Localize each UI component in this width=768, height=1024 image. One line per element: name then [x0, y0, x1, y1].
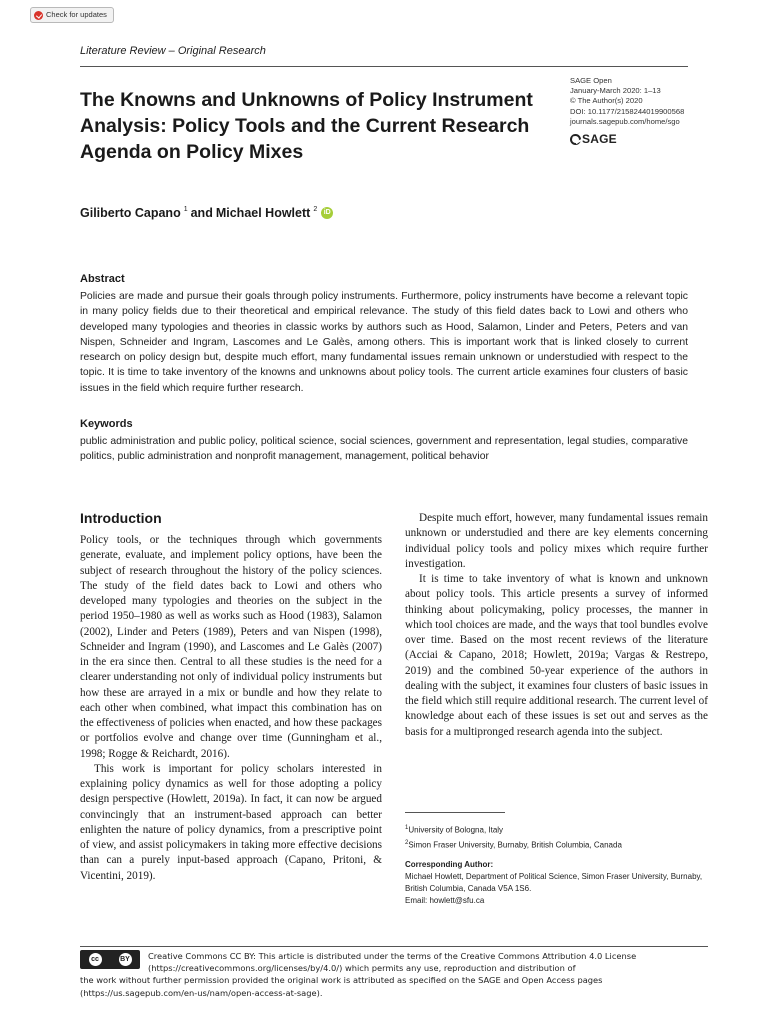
journal-meta [570, 76, 684, 127]
check-updates-icon [34, 11, 43, 20]
author-list [80, 206, 333, 220]
corresponding-author-heading: Corresponding Author: [405, 860, 494, 870]
corresponding-author-email[interactable]: Email: howlett@sfu.ca [405, 896, 485, 906]
keywords-text: public administration and public policy, political science, social sciences, government and representation, legal studies, comparative politics, public administration and nonprofit management, management, political behavior [80, 436, 688, 463]
body-paragraph: This work is important for policy scholars interested in explaining policy dynamics as well for those adopting a policy design perspective (Howlett, 2019a). In fact, it can now be argued convincingly that an instrument-based approach can better enlighten the nature of policy dynamics, from a prescriptive point of view, and assist policymakers in taking more effective decisions than can a purely input-based approach (Capano, Pritoni, & Vicentini, 2019). [80, 762, 382, 882]
affiliation-marker: 2 [313, 206, 318, 213]
body-paragraph: Policy tools, or the techniques through which governments generate, evaluate, and implement policy options, have been the subject of research throughout the history of the policy sciences. The study of the field dates back to Lowi and others who developed many typologies and theories on the subject in the period 1950–1980 as well as works such as Hood (1983), Salamon (2002), Linder and Peters (1989), Peters and van Nispen (1998), Schneider and Ingram (1990), and Lascomes and Le Galès (2007) in the era since then. Central to all these studies is the need for a clearer understanding not only of individual policy instruments but how these are arrayed in a mix or bundle and how they relate to each other when combined, what impact this combination has on the effectiveness of policies when enacted, and how these packages or portfolios evolve and change over time (Gunningham et al., 1998; Rogge & Reichardt, 2016). [80, 534, 382, 760]
body-column-left [80, 533, 382, 884]
check-updates-label: Check for updates [46, 10, 107, 19]
orcid-icon[interactable]: iD [321, 207, 333, 219]
section-label: Literature Review – Original Research [80, 45, 266, 57]
author-name: Giliberto Capano [80, 206, 181, 220]
corresponding-author-address: Michael Howlett, Department of Political Science, Simon Fraser University, Burnaby, British Columbia, Canada V5A 1S6. [405, 872, 703, 894]
sage-swirl-icon [570, 134, 581, 145]
journal-issue: January-March 2020: 1–13 [570, 86, 661, 96]
license-text [80, 950, 680, 999]
license-divider [80, 946, 708, 947]
license-line: the work without further permission provided the original work is attributed as specified on the SAGE and Open Access pages [80, 975, 603, 986]
author-name: Michael Howlett [215, 206, 311, 220]
abstract-heading: Abstract [80, 273, 125, 285]
keywords-heading: Keywords [80, 418, 133, 430]
article-title: The Knowns and Unknowns of Policy Instrument Analysis: Policy Tools and the Current Research Agenda on Policy Mixes [80, 89, 533, 163]
sage-logo [570, 132, 617, 146]
footnote-divider [405, 812, 505, 813]
journal-name: SAGE Open [570, 76, 612, 85]
creative-commons-badge[interactable] [80, 950, 140, 969]
journal-doi[interactable]: DOI: 10.1177/2158244019900568 [570, 106, 685, 116]
footnotes [405, 822, 705, 907]
body-column-right [405, 511, 708, 740]
sage-logo-text: SAGE [582, 132, 617, 146]
body-paragraph: It is time to take inventory of what is known and unknown about policy tools. This article presents a survey of informed thinking about policymaking, policy processes, the manner in which tool choices are made, and the ways that tool bundles evolve over time. Based on the most recent reviews of the literature (Acciai & Capano, 2018; Howlett, 2019a; Vargas & Restrepo, 2019) and the combined 50-year experience of the authors in dealing with the subject, it examines four clusters of basic issues in the field which still require additional research. The current level of knowledge about each of these issues is set out and serves as the basis for a multipronged research agenda into the subject. [405, 573, 708, 738]
journal-copyright: © The Author(s) 2020 [570, 96, 643, 106]
header-divider [80, 66, 688, 67]
affiliation-1: $^1$University of Bologna, Italy [405, 825, 504, 835]
cc-icon: cc [89, 953, 102, 966]
journal-url[interactable]: journals.sagepub.com/home/sgo [570, 116, 680, 126]
license-line[interactable]: (https://us.sagepub.com/en-us/nam/open-access-at-sage). [80, 987, 323, 998]
license-line[interactable]: (https://creativecommons.org/licenses/by/4.0/) which permits any use, reproduction and distribution of [148, 963, 576, 974]
license-line: Creative Commons CC BY: This article is distributed under the terms of the Creative Commons Attribution 4.0 License [148, 951, 637, 961]
check-for-updates-button[interactable] [30, 7, 114, 23]
affiliation-marker: 1 [183, 206, 188, 213]
author-joiner: and [190, 206, 213, 220]
cc-by-icon: BY [119, 953, 132, 966]
body-paragraph: Despite much effort, however, many fundamental issues remain unknown or understudied and there are key elements concerning individual policy tools and policy mixes which require further investigation. [405, 512, 708, 570]
affiliation-2: $^2$Simon Fraser University, Burnaby, British Columbia, Canada [405, 839, 622, 850]
abstract-text: Policies are made and pursue their goals through policy instruments. Furthermore, policy instruments have become a relevant topic in many policy fields due to their theoretical and empirical relevance. The study of this field dates back to Lowi and others who developed many typologies and theories in classic works by authors such as Hood, Salamon, Linder and Peters, Peters and van Nispen, Schneider and Ingram, Lascomes and Le Galès, among others. This is important work that is linked closely to current research on policy design but, despite much effort, many fundamental issues remain unknown or understudied with respect to the topic. It is time to take inventory of the knowns and unknowns about policy tools. The current article examines four clusters of basic issues in the field which require further research. [80, 291, 688, 394]
section-heading-introduction: Introduction [80, 510, 162, 526]
